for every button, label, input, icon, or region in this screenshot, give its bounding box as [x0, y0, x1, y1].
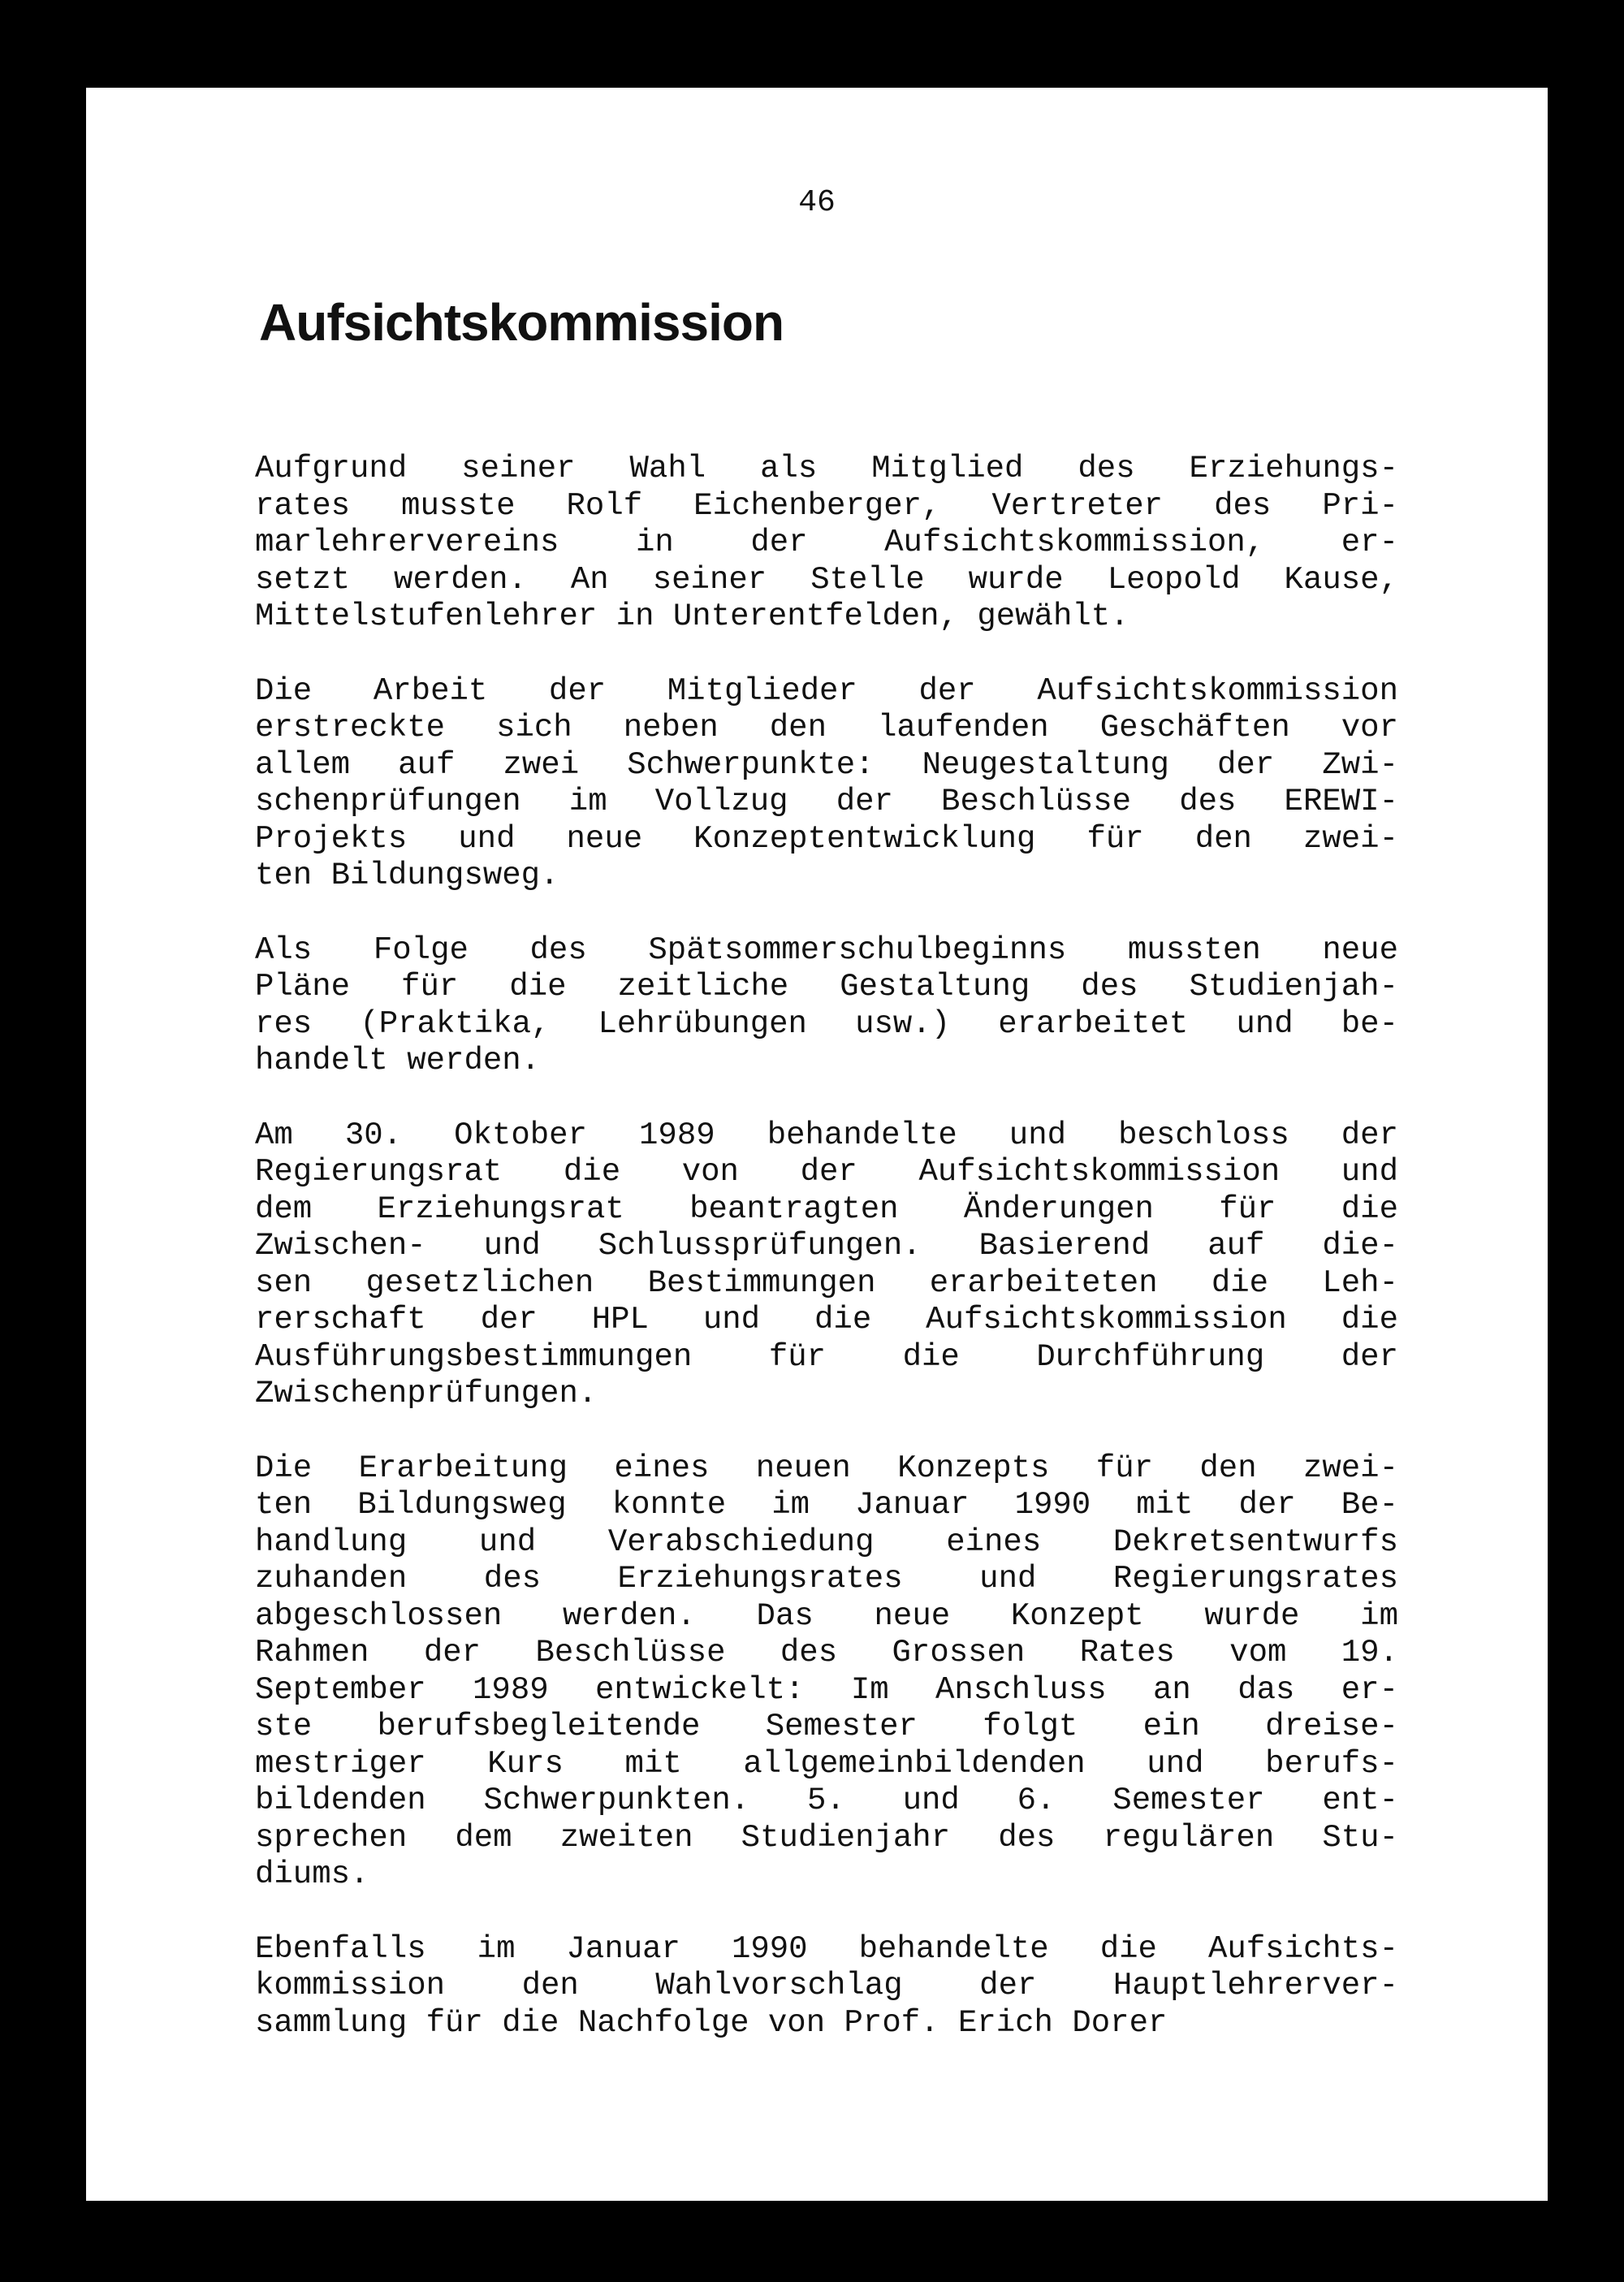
text-line: Als Folge des Spätsommerschulbeginns mussten neue [255, 931, 1398, 968]
text-line: sammlung für die Nachfolge von Prof. Erich Dorer [255, 2004, 1168, 2041]
text-line: September 1989 entwickelt: Im Anschluss an das er- [255, 1671, 1398, 1708]
paragraph [255, 451, 1398, 636]
text-line: res (Praktika, Lehrübungen usw.) erarbeitet und be- [255, 1005, 1398, 1042]
text-line: Projekts und neue Konzeptentwicklung für den zwei- [255, 820, 1398, 857]
text-line: handlung und Verabschiedung eines Dekretsentwurfs [255, 1523, 1398, 1560]
text-line: allem auf zwei Schwerpunkte: Neugestaltung der Zwi- [255, 746, 1398, 783]
text-line: ste berufsbegleitende Semester folgt ein dreise- [255, 1709, 1398, 1744]
paragraph [255, 1450, 1398, 1894]
text-line: Die Arbeit der Mitglieder der Aufsichtskommission [255, 672, 1398, 709]
paragraph [255, 673, 1398, 895]
text-line: Am 30. Oktober 1989 behandelte und beschloss der [255, 1117, 1398, 1153]
text-line: Rahmen der Beschlüsse des Grossen Rates vom 19. [255, 1635, 1398, 1670]
text-line: kommission den Wahlvorschlag der Hauptlehrerver- [255, 1968, 1398, 2003]
text-line: rates musste Rolf Eichenberger, Vertreter des Pri- [255, 487, 1398, 524]
text-line: Die Erarbeitung eines neuen Konzepts für den zwei- [255, 1450, 1398, 1486]
text-line: Zwischenprüfungen. [255, 1376, 598, 1411]
paragraph [255, 1117, 1398, 1413]
text-line: Ebenfalls im Januar 1990 behandelte die Aufsichts- [255, 1930, 1398, 1967]
paragraph [255, 932, 1398, 1080]
text-line: abgeschlossen werden. Das neue Konzept wurde im [255, 1597, 1398, 1634]
text-line: rerschaft der HPL und die Aufsichtskommission die [255, 1302, 1398, 1338]
body-text [255, 451, 1398, 2079]
page-title: Aufsichtskommission [259, 293, 784, 352]
text-line: ten Bildungsweg. [255, 858, 559, 893]
text-line: schenprüfungen im Vollzug der Beschlüsse des EREWI- [255, 784, 1398, 819]
text-line: sprechen dem zweiten Studienjahr des regulären Stu- [255, 1819, 1398, 1856]
text-line: Aufgrund seiner Wahl als Mitglied des Erziehungs- [255, 451, 1398, 486]
text-line: mestriger Kurs mit allgemeinbildenden und berufs- [255, 1745, 1398, 1782]
text-line: Ausführungsbestimmungen für die Durchführung der [255, 1338, 1398, 1375]
text-line: sen gesetzlichen Bestimmungen erarbeiteten die Leh- [255, 1264, 1398, 1301]
text-line: handelt werden. [255, 1043, 541, 1078]
text-line: Zwischen- und Schlussprüfungen. Basierend auf die- [255, 1228, 1398, 1264]
text-line: zuhanden des Erziehungsrates und Regierungsrates [255, 1561, 1398, 1597]
text-line: erstreckte sich neben den laufenden Geschäften vor [255, 710, 1398, 746]
text-line: marlehrervereins in der Aufsichtskommission, er- [255, 525, 1398, 560]
page-number: 46 [798, 185, 836, 220]
paragraph [255, 1931, 1398, 2042]
text-line: Regierungsrat die von der Aufsichtskommission und [255, 1154, 1398, 1190]
text-line: Mittelstufenlehrer in Unterentfelden, gewählt. [255, 599, 1129, 634]
text-line: setzt werden. An seiner Stelle wurde Leopold Kause, [255, 561, 1398, 598]
text-line: dem Erziehungsrat beantragten Änderungen für die [255, 1191, 1398, 1227]
document-page [86, 88, 1548, 2201]
text-line: diums. [255, 1856, 369, 1892]
text-line: Pläne für die zeitliche Gestaltung des Studienjah- [255, 969, 1398, 1005]
text-line: ten Bildungsweg konnte im Januar 1990 mit der Be- [255, 1487, 1398, 1523]
text-line: bildenden Schwerpunkten. 5. und 6. Semester ent- [255, 1783, 1398, 1818]
